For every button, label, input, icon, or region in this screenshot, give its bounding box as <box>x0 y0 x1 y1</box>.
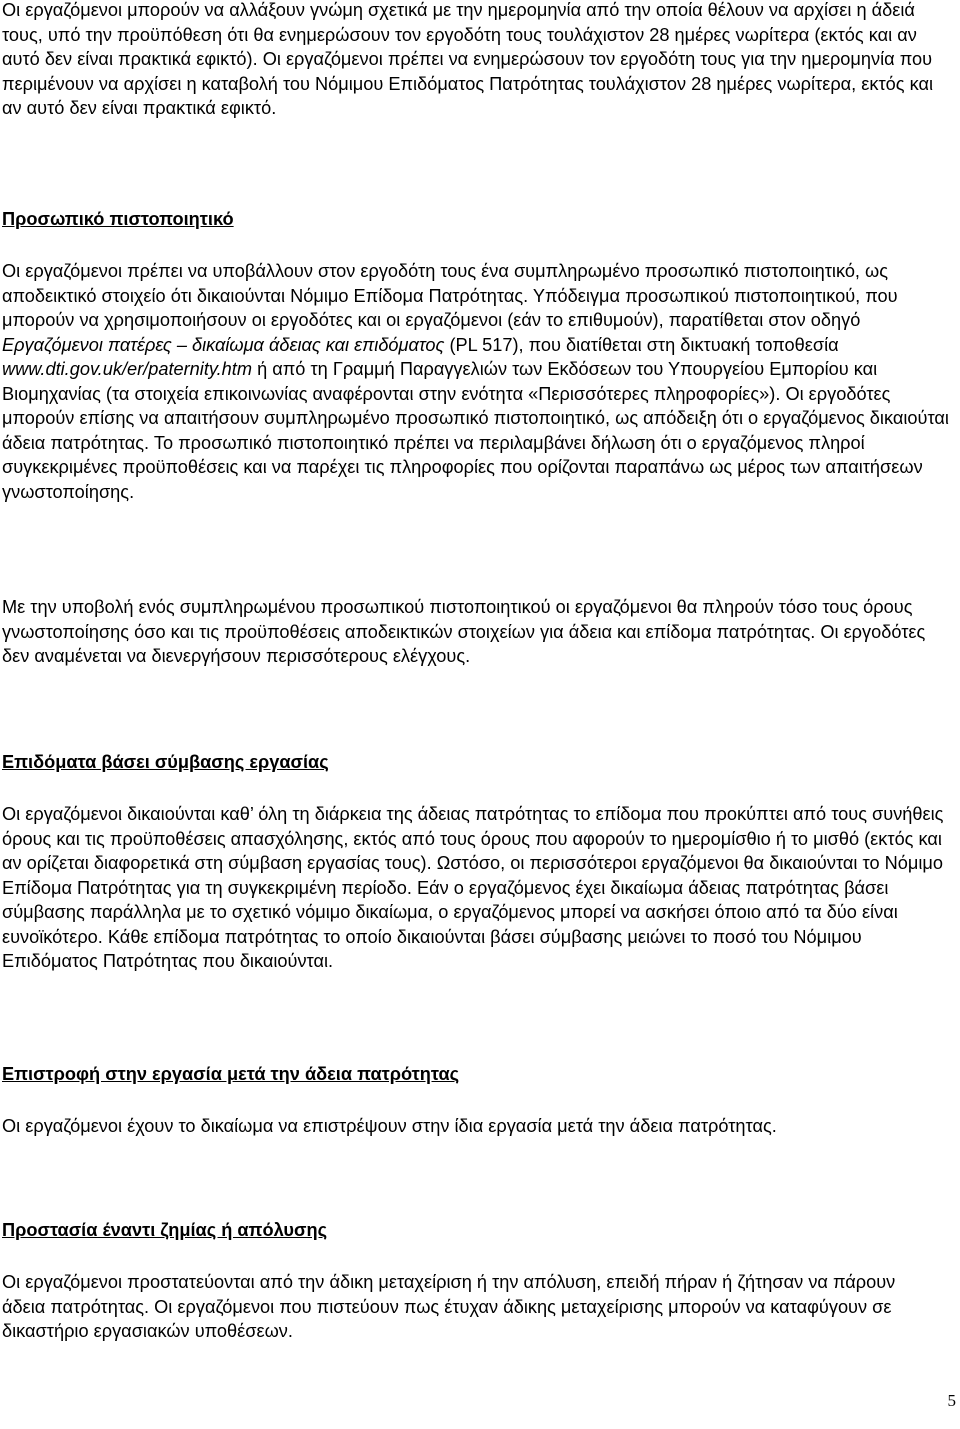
paternity-url-link[interactable]: www.dti.gov.uk/er/paternity.htm <box>2 359 253 379</box>
page-number: 5 <box>947 1391 956 1410</box>
protection-paragraph: Οι εργαζόμενοι προστατεύονται από την άδικη μεταχείριση ή την απόλυση, επειδή πήραν ή ζήτησαν να πάρουν άδεια πατρότητας. Οι εργαζόμενοι που πιστεύουν πως έτυχαν άδικης μεταχείρισης μπορούν να καταφύγουν σε δικαστήριο εργασιακών υποθέσεων. <box>2 1272 896 1341</box>
certificate-paragraph-1 <box>2 259 956 504</box>
heading-personal-certificate: Προσωπικό πιστοποιητικό <box>2 209 234 229</box>
heading-protection: Προστασία έναντι ζημίας ή απόλυσης <box>2 1220 328 1240</box>
certificate-text-part-3: ή από τη Γραμμή Παραγγελιών των Εκδόσεων του Υπουργείου Εμπορίου και Βιομηχανίας (τα στοιχεία επικοινωνίας αναφέρονται στην ενότητα «Περισσότερες πληροφορίες»). Οι εργοδότες μπορούν επίσης να απαιτήσουν συμπληρωμένο προσωπικό πιστοποιητικό, ως απόδειξη ότι ο εργαζόμενος δικαιούται άδεια πατρότητας. Το προσωπικό πιστοποιητικό πρέπει να περιλαμβάνει δήλωση ότι ο εργαζόμενος πληροί συγκεκριμένες προϋποθέσεις και να παρέχει τις πληροφορίες που ορίζονται παραπάνω ως μέρος των απαιτήσεων γνωστοποίησης. <box>2 359 949 502</box>
guide-title: Εργαζόμενοι πατέρες – δικαίωμα άδειας και επιδόματος <box>2 334 445 355</box>
heading-contractual-benefits: Επιδόματα βάσει σύμβασης εργασίας <box>2 752 329 772</box>
certificate-text-part-2: (PL 517), που διατίθεται στη δικτυακή τοποθεσία <box>444 334 839 355</box>
certificate-text-part-1: Οι εργαζόμενοι πρέπει να υποβάλλουν στον εργοδότη τους ένα συμπληρωμένο προσωπικό πιστοποιητικό, ως αποδεικτικό στοιχείο ότι δικαιούνται Νόμιμο Επίδομα Πατρότητας. Υπόδειγμα προσωπικού πιστοποιητικού, που μπορούν να χρησιμοποιήσουν οι εργοδότες και οι εργαζόμενοι (εάν το επιθυμούν), παρατίθεται στον οδηγό <box>2 261 898 330</box>
contract-paragraph: Οι εργαζόμενοι δικαιούνται καθ’ όλη τη διάρκεια της άδειας πατρότητας το επίδομα που προκύπτει από τους συνήθεις όρους και τις προϋποθέσεις απασχόλησης, εκτός από τους όρους που αφορούν το ημερομίσθιο ή το μισθό (εκτός και αν ορίζεται διαφορετικά στη σύμβαση εργασίας τους). Ωστόσο, οι περισσότεροι εργαζόμενοι θα δικαιούνται το Νόμιμο Επίδομα Πατρότητας για τη συγκεκριμένη περίοδο. Εάν ο εργαζόμενος έχει δικαίωμα άδειας πατρότητας βάσει σύμβασης παράλληλα με το σχετικό νόμιμο δικαίωμα, ο εργαζόμενος μπορεί να ασκήσει όποιο από τα δύο είναι ευνοϊκότερο. Κάθε επίδομα πατρότητας το οποίο δικαιούνται βάσει σύμβασης μειώνει το ποσό του Νόμιμου Επιδόματος Πατρότητας που δικαιούνται. <box>2 804 944 971</box>
return-paragraph: Οι εργαζόμενοι έχουν το δικαίωμα να επιστρέψουν στην ίδια εργασία μετά την άδεια πατρότητας. <box>2 1116 777 1136</box>
certificate-paragraph-2: Με την υποβολή ενός συμπληρωμένου προσωπικού πιστοποιητικού οι εργαζόμενοι θα πληρούν τόσο τους όρους γνωστοποίησης όσο και τις προϋποθέσεις αποδεικτικών στοιχείων για άδεια και επίδομα πατρότητας. Οι εργοδότες δεν αναμένεται να διενεργήσουν περισσότερους ελέγχους. <box>2 597 926 666</box>
intro-paragraph: Οι εργαζόμενοι μπορούν να αλλάξουν γνώμη σχετικά με την ημερομηνία από την οποία θέλουν να αρχίσει η άδειά τους, υπό την προϋπόθεση ότι θα ενημερώσουν τον εργοδότη τους τουλάχιστον 28 ημέρες νωρίτερα (εκτός και αν αυτό δεν είναι πρακτικά εφικτό). Οι εργαζόμενοι πρέπει να ενημερώσουν τον εργοδότη τους για την ημερομηνία που περιμένουν να αρχίσει η καταβολή του Νόμιμου Επιδόματος Πατρότητας τουλάχιστον 28 ημέρες νωρίτερα, εκτός και αν αυτό δεν είναι πρακτικά εφικτό. <box>2 0 934 118</box>
heading-return-to-work: Επιστροφή στην εργασία μετά την άδεια πατρότητας <box>2 1064 460 1084</box>
